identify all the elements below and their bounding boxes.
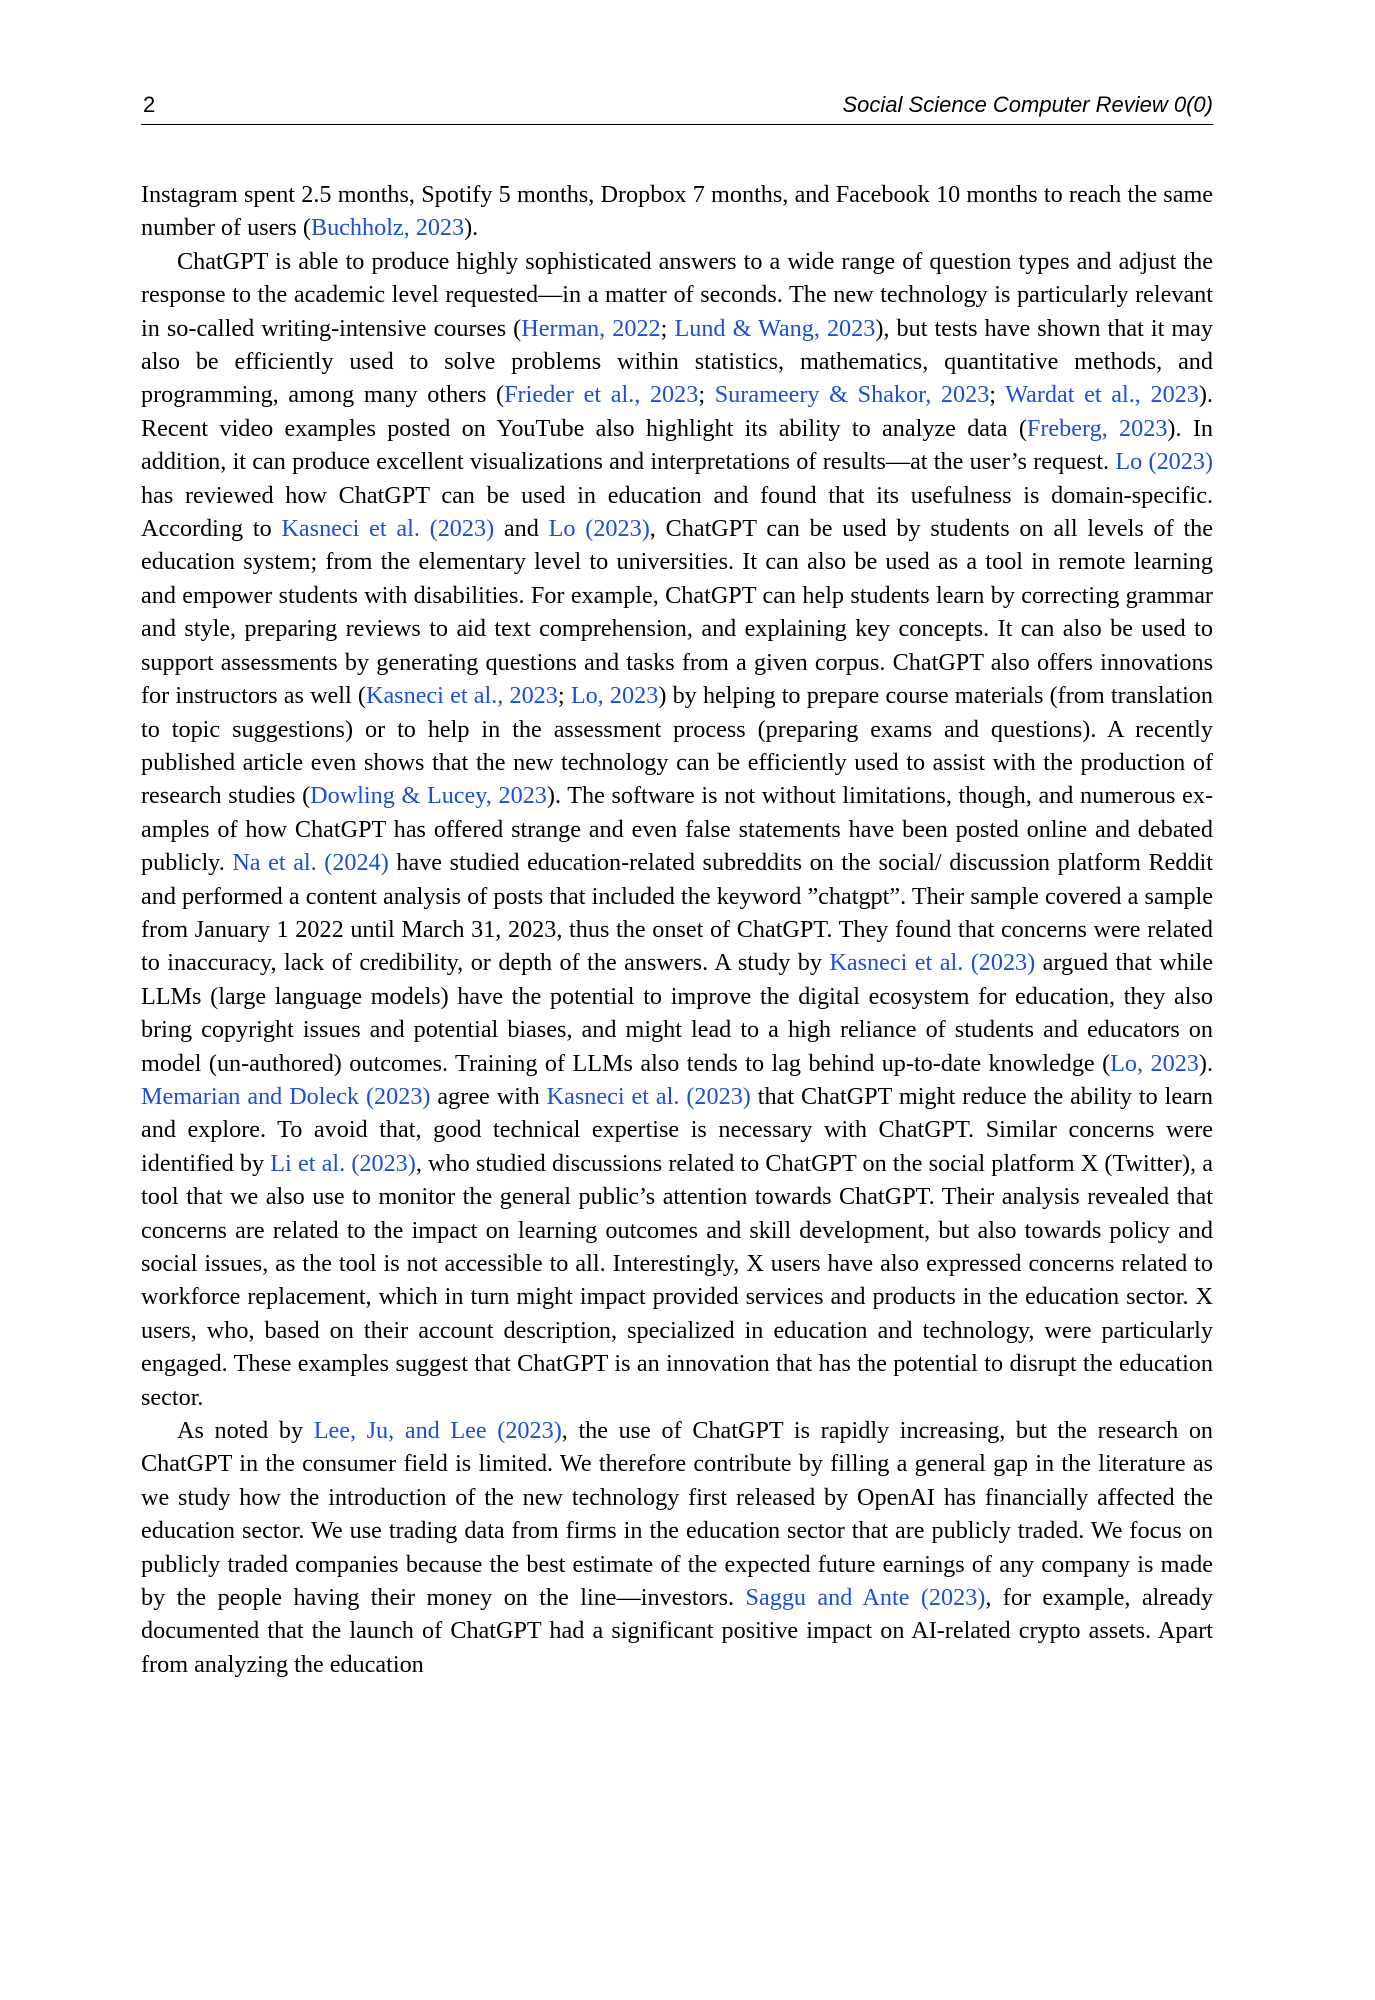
citation-link[interactable]: Freberg, 2023 bbox=[1026, 414, 1168, 442]
paragraph-text: ), but tests have shown that it may also be efficiently used to solve problems within statistics, mathematics, quantitative methods, and programming, among many others ( bbox=[141, 314, 1214, 409]
paragraph bbox=[141, 178, 1213, 245]
paragraph-text: ) by helping to prepare course materials (from translation to topic suggestions) or to help in the assessment process (preparing exams and questions). A recently published article even shows that the new technology can be efficiently used to assist with the production of research studies ( bbox=[141, 682, 1213, 810]
paragraph-text: ). bbox=[1198, 1049, 1213, 1077]
citation-link[interactable]: Lo, 2023 bbox=[1110, 1049, 1199, 1077]
citation-link[interactable]: Saggu and Ante (2023) bbox=[745, 1584, 986, 1612]
citation-link[interactable]: Li et al. (2023) bbox=[270, 1149, 416, 1177]
citation-link[interactable]: Memarian and Doleck (2023) bbox=[141, 1082, 431, 1110]
paragraph-text: , for example, already documented that the launch of ChatGPT had a significant positive impact on AI-related crypto assets. Apart from analyzing the education bbox=[141, 1584, 1213, 1678]
paragraph-text: ChatGPT is able to produce highly sophisticated answers to a wide range of question types and adjust the response to the academic level requested—in a matter of seconds. The new technology is particularly relevant in so-called writing-intensive courses ( bbox=[141, 247, 1213, 342]
paragraph-text: , ChatGPT can be used by students on all levels of the education system; from the elementary level to universities. It can also be used as a tool in remote learning and empower students with disabilities. For example, ChatGPT can help students learn by correcting grammar and style, preparing reviews to aid text comprehension, and explaining key concepts. It can also be used to support assessments by generating questions and tasks from a given corpus. ChatGPT also offers innovations for instructors as well ( bbox=[141, 515, 1214, 710]
paragraph-text: agree with bbox=[430, 1082, 547, 1110]
citation-link[interactable]: Wardat et al., 2023 bbox=[1005, 381, 1199, 409]
paragraph-text: that ChatGPT might reduce the ability to learn and explore. To avoid that, good technical expertise is necessary with ChatGPT. Similar concerns were identified by bbox=[141, 1082, 1214, 1177]
paragraph-text: , the use of ChatGPT is rapidly increasing, but the research on ChatGPT in the consumer field is limited. We therefore contribute by filling a general gap in the literature as we study how the introduction of the new technology first released by OpenAI has financially affected the education sector. We use trading data from firms in the education sector that are publicly traded. We focus on publicly traded companies because the best estimate of the expected future earnings of any company is made by the people having their money on the line—investors. bbox=[141, 1417, 1214, 1612]
citation-link[interactable]: Kasneci et al. (2023) bbox=[546, 1082, 751, 1110]
paragraph-text: has reviewed how ChatGPT can be used in education and found that its usefulness is domain-specific. According to bbox=[141, 481, 1213, 543]
page-number: 2 bbox=[143, 92, 156, 117]
citation-link[interactable]: Frieder et al., 2023 bbox=[504, 381, 699, 409]
paragraph-text: ; bbox=[660, 314, 675, 342]
paragraph-text: , who studied discussions related to ChatGPT on the social platform X (Twitter), a tool that we also use to monitor the general public’s attention towards ChatGPT. Their analysis revealed that concerns are related to the impact on learning outcomes and skill development, but also towards policy and social issues, as the tool is not accessible to all. Interestingly, X users have also expressed concerns related to workforce replacement, which in turn might impact provided services and products in the education sector. X users, who, based on their account description, specialized in education and technology, were particularly engaged. These examples suggest that ChatGPT is an innovation that has the potential to disrupt the education sector. bbox=[141, 1149, 1214, 1411]
journal-title: Social Science Computer Review 0(0) bbox=[842, 92, 1213, 117]
citation-link[interactable]: Kasneci et al., 2023 bbox=[365, 682, 558, 710]
paragraph-text: ). In addition, it can produce excellent visualizations and interpretations of results—at the user’s request. bbox=[141, 414, 1213, 476]
article-body bbox=[141, 178, 1213, 1681]
citation-link[interactable]: Lee, Ju, and Lee (2023) bbox=[313, 1417, 562, 1445]
paragraph-text: As noted by bbox=[177, 1417, 314, 1445]
citation-link[interactable]: Surameery & Shakor, 2023 bbox=[714, 381, 990, 409]
paragraph-text: ). The software is not without limitations, though, and numerous examples of how ChatGPT has offered strange and even false statements have been posted online and debated publicly. bbox=[141, 782, 1213, 877]
citation-link[interactable]: Lo (2023) bbox=[548, 515, 650, 543]
paragraph-text: ). bbox=[464, 214, 479, 242]
running-header bbox=[141, 88, 1213, 125]
citation-link[interactable]: Kasneci et al. (2023) bbox=[281, 515, 495, 543]
paragraph-text: have studied education-related subreddits on the social/ discussion platform Reddit and performed a content analysis of posts that included the keyword ”chatgpt”. Their sample covered a sample from January 1 2022 until March 31, 2023, thus the onset of ChatGPT. They found that concerns were related to inaccuracy, lack of credibility, or depth of the answers. A study by bbox=[141, 849, 1213, 977]
citation-link[interactable]: Buchholz, 2023 bbox=[310, 214, 465, 242]
citation-link[interactable]: Lund & Wang, 2023 bbox=[674, 314, 876, 342]
citation-link[interactable]: Dowling & Lucey, 2023 bbox=[310, 782, 547, 810]
paragraph-text: ; bbox=[557, 682, 571, 710]
citation-link[interactable]: Herman, 2022 bbox=[521, 314, 661, 342]
paragraph-text: argued that while LLMs (large language models) have the potential to improve the digital ecosystem for education, they also bring copyright issues and potential biases, and might lead to a high reliance of students and educators on model (un-authored) outcomes. Training of LLMs also tends to lag behind up-to-date knowledge ( bbox=[141, 949, 1213, 1077]
citation-link[interactable]: Na et al. (2024) bbox=[232, 849, 389, 877]
paragraph-text: and bbox=[494, 515, 549, 543]
citation-link[interactable]: Lo, 2023 bbox=[570, 682, 659, 710]
paragraph-text: Instagram spent 2.5 months, Spotify 5 months, Dropbox 7 months, and Facebook 10 months to reach the same number of users ( bbox=[141, 181, 1213, 242]
paragraph-text: ; bbox=[989, 381, 1006, 409]
citation-link[interactable]: Kasneci et al. (2023) bbox=[829, 949, 1036, 977]
paragraph-text: ). Recent video examples posted on YouTube also highlight its ability to analyze data ( bbox=[141, 381, 1213, 442]
citation-link[interactable]: Lo (2023) bbox=[1115, 448, 1213, 476]
paragraph bbox=[141, 245, 1213, 1414]
paragraph-text: ; bbox=[698, 381, 715, 409]
paragraph bbox=[141, 1414, 1213, 1681]
